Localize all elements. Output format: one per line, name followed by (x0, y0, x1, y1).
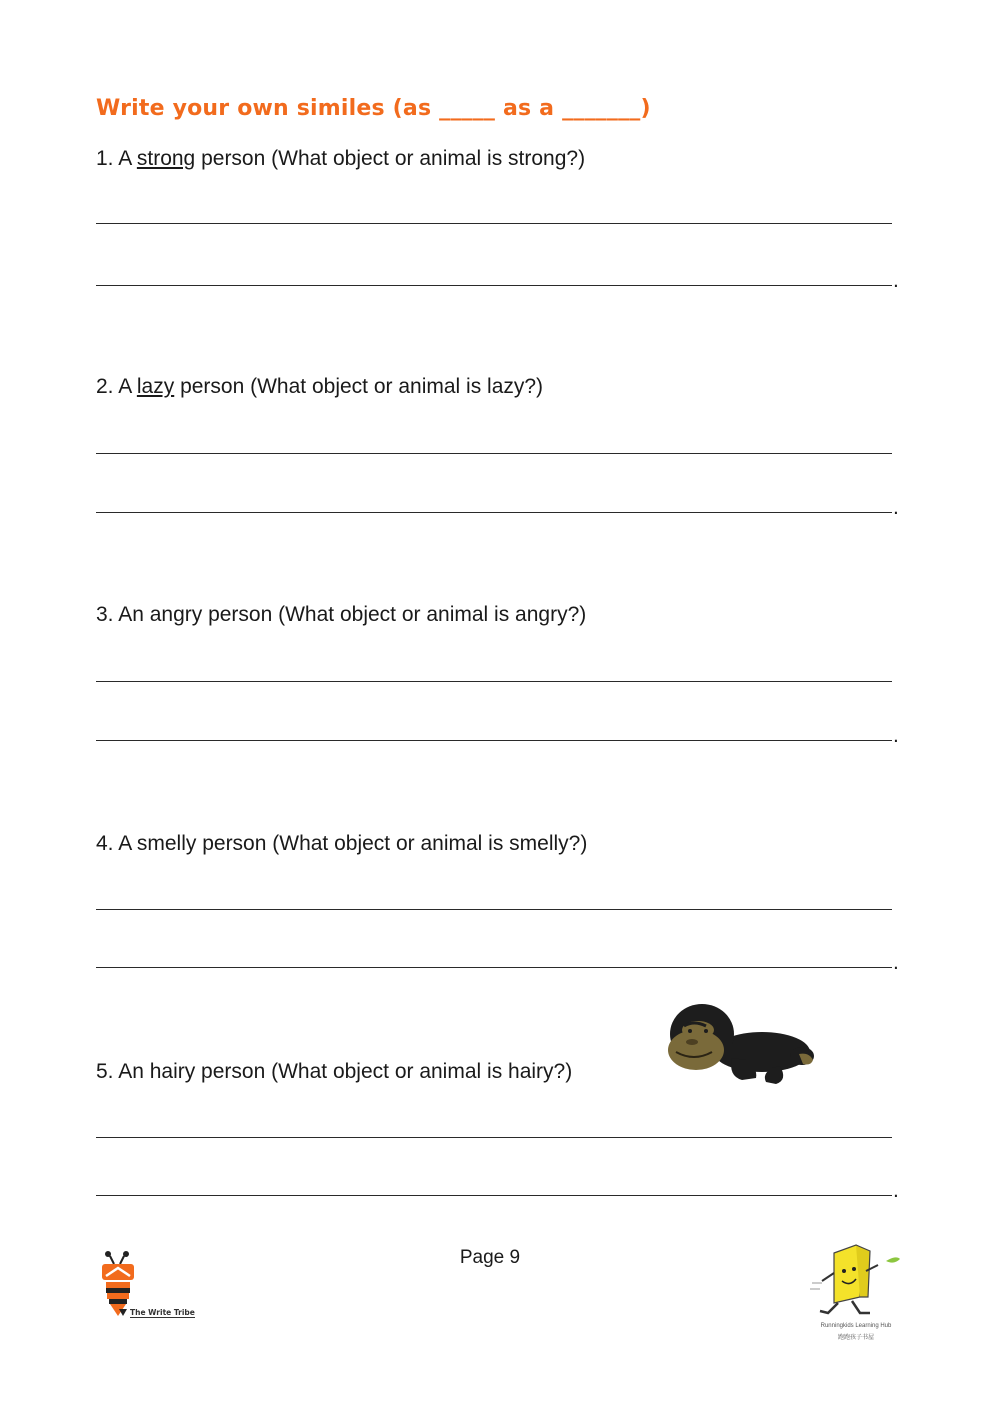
question-4: 4. A smelly person (What object or animal is smelly?) (96, 832, 588, 855)
answer-line-2a[interactable] (96, 453, 892, 454)
line-end-period: . (893, 496, 899, 519)
right-logo-caption: Runningkids Learning Hub (820, 1323, 892, 1329)
line-end-period: . (893, 724, 899, 747)
answer-line-1b[interactable] (96, 285, 892, 286)
runningkids-logo (808, 1243, 908, 1343)
answer-line-3b[interactable] (96, 740, 892, 741)
answer-line-1a[interactable] (96, 223, 892, 224)
page-number: Page 9 (459, 1247, 521, 1268)
worksheet-heading: Write your own similes (as _____ as a _______) (96, 96, 651, 121)
answer-line-5a[interactable] (96, 1137, 892, 1138)
gorilla-icon (662, 996, 818, 1088)
answer-line-5b[interactable] (96, 1195, 892, 1196)
line-end-period: . (893, 1179, 899, 1202)
answer-line-3a[interactable] (96, 681, 892, 682)
right-logo-caption-chinese: 跑跑孩子书屋 (837, 1335, 874, 1341)
answer-line-4b[interactable] (96, 967, 892, 968)
line-end-period: . (893, 269, 899, 292)
running-book-icon (808, 1243, 904, 1323)
question-2: 2. A lazy person (What object or animal is lazy?) (96, 375, 544, 398)
write-tribe-logo (98, 1250, 208, 1330)
left-logo-caption: The Write Tribe (130, 1308, 195, 1317)
question-3: 3. An angry person (What object or animal is angry?) (96, 603, 587, 626)
arrow-down-icon (118, 1308, 128, 1318)
question-5: 5. An hairy person (What object or animal is hairy?) (96, 1060, 573, 1083)
question-2-keyword: lazy (136, 375, 175, 398)
answer-line-2b[interactable] (96, 512, 892, 513)
line-end-period: . (893, 951, 899, 974)
answer-line-4a[interactable] (96, 909, 892, 910)
question-1: 1. A strong person (What object or animal is strong?) (96, 147, 586, 170)
question-1-keyword: strong (136, 147, 196, 170)
